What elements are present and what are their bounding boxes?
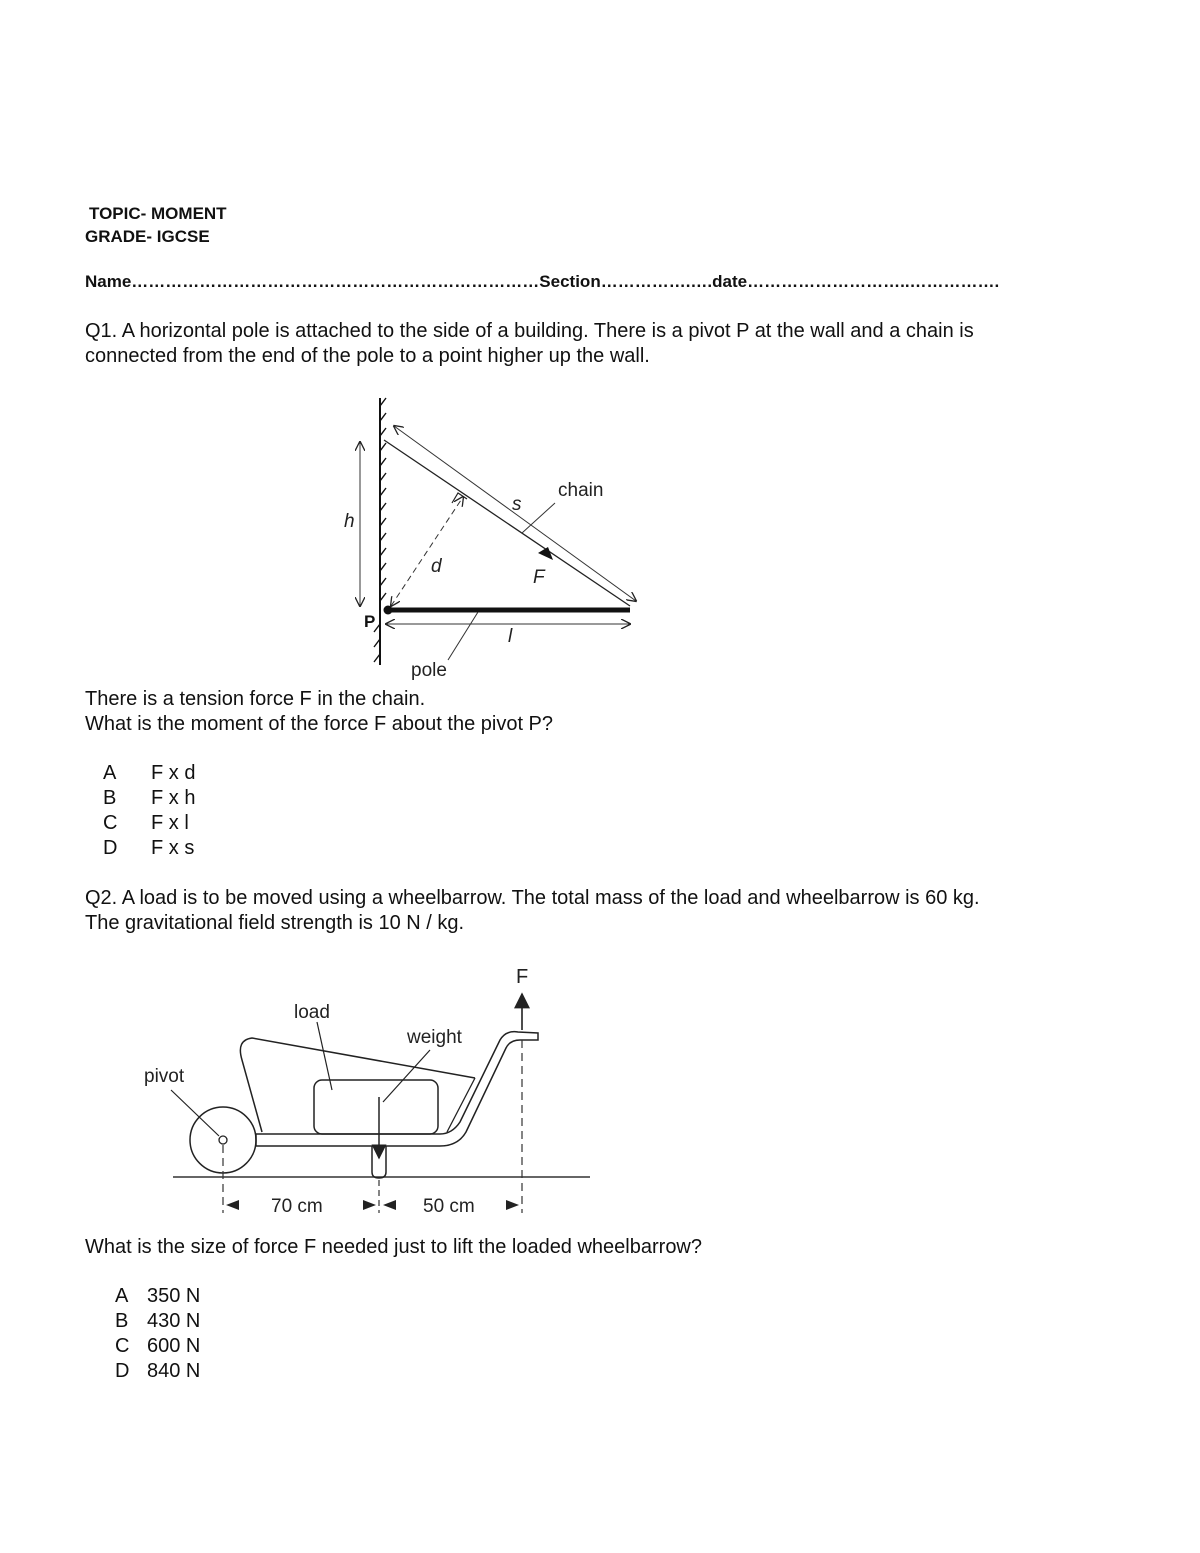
- load-label: load: [294, 1002, 330, 1023]
- dim-arrowhead: [506, 1200, 519, 1210]
- q2-question-line1: Q2. A load is to be moved using a wheelbarrow. The total mass of the load and wheelbarrow is 60 kg.: [85, 887, 980, 909]
- d-dimension-arrow: [391, 497, 463, 606]
- dim-arrowhead: [226, 1200, 239, 1210]
- q1-option-b: [103, 786, 195, 811]
- option-text: F x s: [151, 837, 195, 859]
- q1-question-line2: connected from the end of the pole to a point higher up the wall.: [85, 345, 650, 367]
- q2-option-d: [115, 1359, 200, 1384]
- option-letter: C: [103, 812, 118, 834]
- distance-70-label: 70 cm: [271, 1196, 323, 1217]
- q1-after-line2: What is the moment of the force F about the pivot P?: [85, 713, 554, 735]
- l-label: l: [508, 626, 513, 647]
- option-text: 840 N: [147, 1360, 201, 1382]
- option-letter: D: [115, 1360, 130, 1382]
- q1-option-a: [103, 761, 195, 786]
- option-text: F x h: [151, 787, 196, 809]
- wheel-axle: [219, 1136, 227, 1144]
- option-text: F x l: [151, 812, 189, 834]
- q2-question-line3: What is the size of force F needed just to lift the loaded wheelbarrow?: [85, 1236, 703, 1258]
- pivot-label: pivot: [144, 1066, 185, 1087]
- wheelbarrow-frame: [256, 1032, 538, 1146]
- q1-pole-chain-diagram: [330, 390, 660, 685]
- wheelbarrow-tray: [240, 1038, 475, 1132]
- distance-50-label: 50 cm: [423, 1196, 475, 1217]
- option-text: 350 N: [147, 1285, 201, 1307]
- s-label: s: [512, 494, 522, 515]
- P-label: P: [364, 612, 376, 631]
- name-section-date-line: Name………………………………………………………………Section…………….….date………………………..…………….: [85, 272, 1000, 291]
- F-label: F: [533, 567, 545, 588]
- chain-leader: [522, 503, 555, 533]
- q2-option-a: [115, 1284, 200, 1309]
- dim-arrowhead: [363, 1200, 376, 1210]
- option-letter: D: [103, 837, 118, 859]
- option-text: 600 N: [147, 1335, 201, 1357]
- q1-after-line1: There is a tension force F in the chain.: [85, 688, 426, 710]
- grade-heading: GRADE- IGCSE: [85, 227, 210, 246]
- tray-edge: [447, 1078, 475, 1132]
- topic-heading: TOPIC- MOMENT: [89, 204, 227, 223]
- F-label: F: [516, 966, 529, 988]
- d-label: d: [431, 556, 442, 577]
- option-text: F x d: [151, 762, 196, 784]
- h-label: h: [344, 511, 355, 532]
- q2-option-c: [115, 1334, 200, 1359]
- dim-arrowhead: [383, 1200, 396, 1210]
- q2-option-b: [115, 1309, 200, 1334]
- pole-leader: [448, 612, 478, 660]
- weight-label: weight: [407, 1027, 462, 1048]
- chain-label: chain: [558, 480, 604, 501]
- option-letter: B: [115, 1310, 129, 1332]
- load-box: [314, 1080, 438, 1134]
- force-arrowhead: [538, 547, 553, 560]
- q1-option-d: [103, 836, 194, 861]
- option-letter: B: [103, 787, 117, 809]
- option-letter: C: [115, 1335, 130, 1357]
- option-letter: A: [115, 1285, 129, 1307]
- q1-question-line1: Q1. A horizontal pole is attached to the side of a building. There is a pivot P at the wall and a chain is: [85, 320, 974, 342]
- pivot-dot: [384, 606, 393, 615]
- pivot-leader: [171, 1090, 219, 1136]
- chain-line: [384, 440, 630, 606]
- pole-label: pole: [411, 660, 447, 681]
- q1-option-c: [103, 811, 189, 836]
- q2-wheelbarrow-diagram: [130, 955, 610, 1220]
- weight-leader: [383, 1050, 430, 1102]
- option-letter: A: [103, 762, 117, 784]
- q2-question-line2: The gravitational field strength is 10 N / kg.: [85, 912, 465, 934]
- option-text: 430 N: [147, 1310, 201, 1332]
